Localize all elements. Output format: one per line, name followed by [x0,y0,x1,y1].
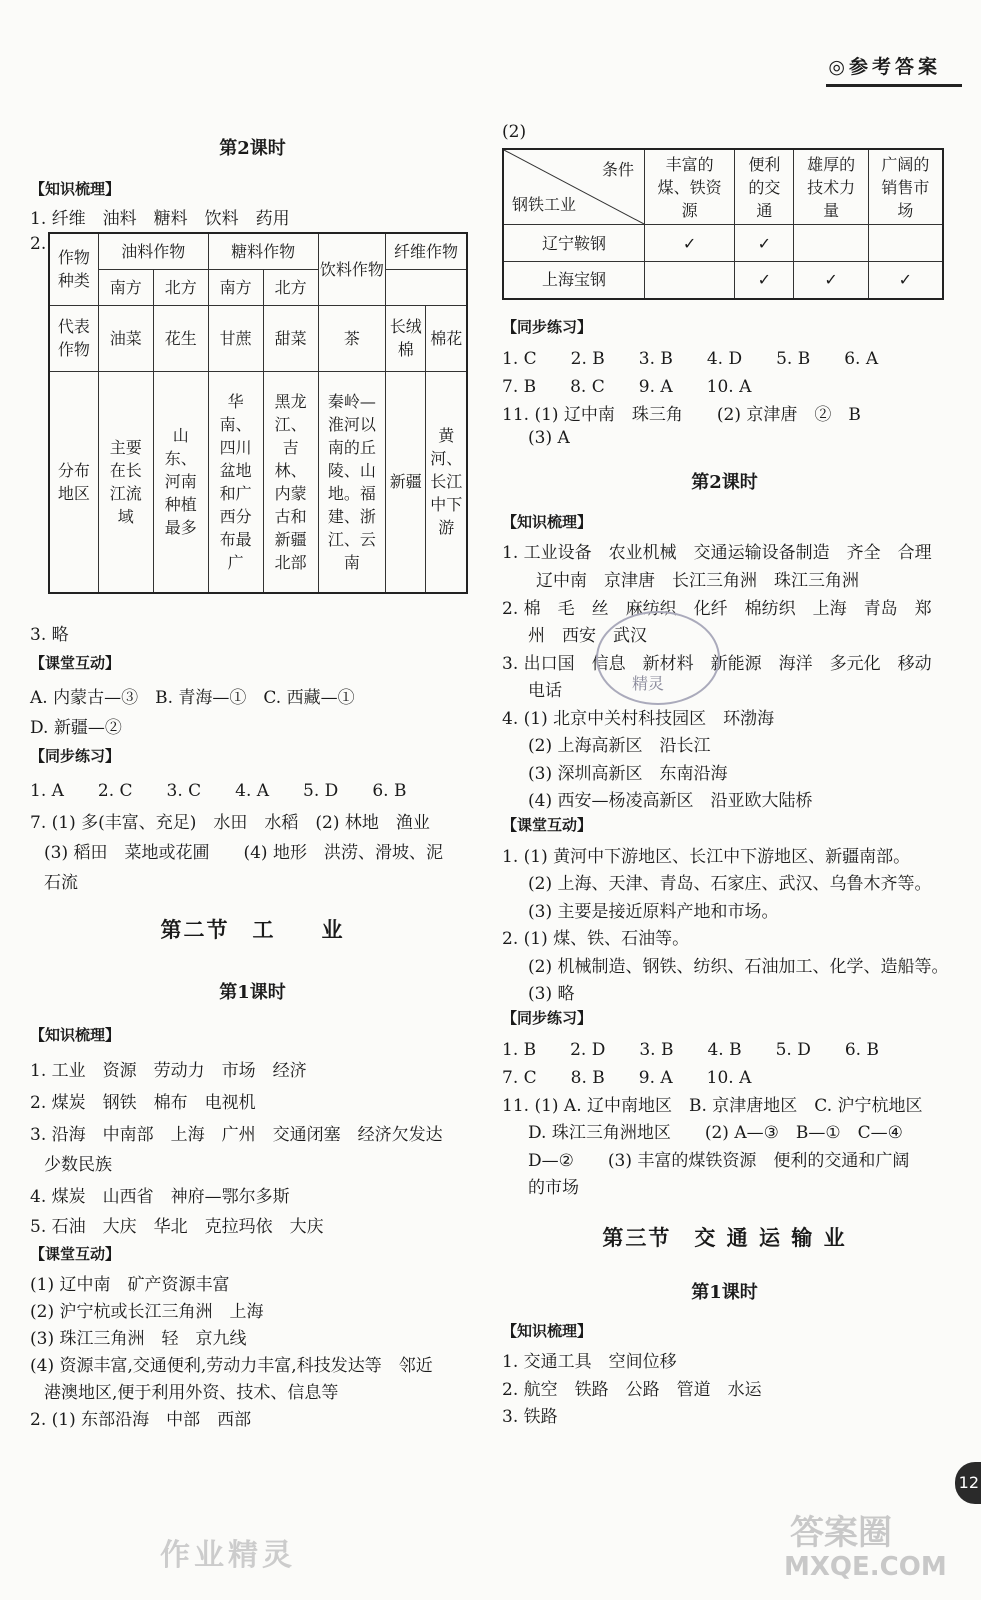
answer-line: A. 内蒙古—③ B. 青海—① C. 西藏—① [30,688,355,708]
header-drink-crops: 饮料作物 [318,233,385,305]
answer-line: (4) 资源丰富,交通便利,劳动力丰富,科技发达等 邻近 [30,1356,433,1376]
check-cell: ✓ [794,262,868,299]
table-cell: 甜菜 [263,305,318,371]
answer-line: (3) A [528,428,570,448]
answer-line: 3. 略 [30,625,69,645]
table-cell: 花生 [153,305,208,371]
answer-line: 1. B 2. D 3. B 4. B 5. D 6. B [502,1040,879,1060]
stamp-text: 精灵 [632,674,665,693]
answer-line: 4. 煤炭 山西省 神府—鄂尔多斯 [30,1187,290,1207]
table-cell: 茶 [318,305,385,371]
header-rule [826,84,962,87]
site-watermark-url: MXQE.COM [784,1552,947,1582]
lesson-title: 第2课时 [219,138,286,159]
check-cell [794,225,868,262]
answer-line: (2) 机械制造、钢铁、纺织、石油加工、化学、造船等。 [528,957,949,977]
answer-line: 3. 出口国 信息 新材料 新能源 海洋 多元化 移动 [502,654,932,674]
answer-line: 的市场 [528,1178,579,1198]
answer-line: 辽中南 京津唐 长江三角洲 珠江三角洲 [536,571,859,591]
row-header: 上海宝钢 [503,262,645,299]
section-label: 【知识梳理】 [30,180,121,198]
check-cell: ✓ [645,225,735,262]
answer-line: 7. B 8. C 9. A 10. A [502,377,752,397]
answer-line: 2. (1) 东部沿海 中部 西部 [30,1410,252,1430]
section-label: 【知识梳理】 [502,1322,593,1340]
diagonal-header-cell [503,149,645,225]
answer-line: 4. (1) 北京中关村科技园区 环渤海 [502,709,775,729]
header-north: 北方 [153,269,208,305]
answer-line: 2. 煤炭 钢铁 棉布 电视机 [30,1093,256,1113]
section-label: 【知识梳理】 [30,1026,121,1044]
answer-line: 州 西安 武汉 [528,626,647,646]
row-header: 辽宁鞍钢 [503,225,645,262]
section-label: 【同步练习】 [502,1009,593,1027]
section-label: 【同步练习】 [502,318,593,336]
column-header: 便利的交通 [735,149,794,225]
page-header-title: ◎参考答案 [828,56,941,78]
answer-line: (3) 深圳高新区 东南沿海 [528,764,728,784]
answer-line: D. 珠江三角洲地区 (2) A—③ B—① C—④ [528,1123,903,1143]
column-header: 丰富的煤、铁资源 [645,149,735,225]
answer-line: 11. (1) A. 辽中南地区 B. 京津唐地区 C. 沪宁杭地区 [502,1096,923,1116]
table-cell: 山东、河南种植最多 [153,371,208,593]
check-cell [868,225,943,262]
check-cell: ✓ [868,262,943,299]
section-label: 【知识梳理】 [502,513,593,531]
answer-line: (3) 主要是接近原料产地和市场。 [528,902,779,922]
lesson-title: 第2课时 [691,472,758,493]
section-label: 【同步练习】 [30,747,121,765]
answer-line: 2. 航空 铁路 公路 管道 水运 [502,1380,762,1400]
header-representative: 代表作物 [49,305,98,371]
column-header: 广阔的销售市场 [868,149,943,225]
stamp-seal [596,611,720,705]
answer-line: 7. C 8. B 9. A 10. A [502,1068,752,1088]
answer-line: 1. 纤维 油料 糖料 饮料 药用 [30,209,290,229]
site-watermark: 答案圈 [790,1513,892,1553]
diag-bottom-label: 钢铁工业 [512,195,577,214]
answer-line: D. 新疆—② [30,718,122,738]
section-label: 【课堂互动】 [30,654,121,672]
answer-line: 2. 棉 毛 丝 麻纺织 化纤 棉纺织 上海 青岛 郑 [502,599,932,619]
steel-table [502,148,944,300]
table-cell: 秦岭—淮河以南的丘陵、山地。福建、浙江、云南 [318,371,385,593]
table-cell: 长绒棉 [386,305,426,371]
answer-line: D—② (3) 丰富的煤铁资源 便利的交通和广阔 [528,1151,910,1171]
table-cell: 油菜 [98,305,153,371]
answer-line: (3) 略 [528,984,575,1004]
section-title: 第二节 工 业 [160,917,345,942]
answer-label: (2) [502,122,527,142]
answer-line: (3) 稻田 菜地或花圃 (4) 地形 洪涝、滑坡、泥 [44,843,443,863]
answer-line: 3. 铁路 [502,1407,558,1427]
header-sugar-crops: 糖料作物 [208,233,318,269]
crop-table [48,232,468,594]
header-south: 南方 [98,269,153,305]
header-fiber-crops: 纤维作物 [386,233,467,269]
answer-line: 1. 工业 资源 劳动力 市场 经济 [30,1061,307,1081]
lesson-title: 第1课时 [219,982,286,1003]
section-label: 【课堂互动】 [502,816,593,834]
answer-line: (2) 上海高新区 沿长江 [528,736,711,756]
answer-line: (4) 西安—杨凌高新区 沿亚欧大陆桥 [528,791,813,811]
table-cell: 棉花 [426,305,467,371]
table-cell: 新疆 [386,371,426,593]
answer-line: 少数民族 [44,1155,112,1175]
answer-line: 2. (1) 煤、铁、石油等。 [502,929,690,949]
answer-line: 电话 [528,681,562,701]
answer-line: (1) 辽中南 矿产资源丰富 [30,1275,230,1295]
answer-line: 1. A 2. C 3. C 4. A 5. D 6. B [30,781,407,801]
header-distribution: 分布地区 [49,371,98,593]
table-cell: 黄河、长江中下游 [426,371,467,593]
answer-line: 1. (1) 黄河中下游地区、长江中下游地区、新疆南部。 [502,847,911,867]
table-cell: 甘蔗 [208,305,263,371]
answer-label: 2. [30,234,47,254]
header-crop-kind: 作物种类 [49,233,98,305]
lesson-title: 第1课时 [691,1282,758,1303]
watermark-text: 作业精灵 [160,1538,296,1573]
section-title: 第三节 交 通 运 输 业 [602,1225,847,1250]
table-cell: 黑龙江、吉林、内蒙古和新疆北部 [263,371,318,593]
table-cell: 华南、四川盆地和广西分布最广 [208,371,263,593]
answer-line: 7. (1) 多(丰富、充足) 水田 水稻 (2) 林地 渔业 [30,813,430,833]
section-label: 【课堂互动】 [30,1245,121,1263]
answer-line: 1. C 2. B 3. B 4. D 5. B 6. A [502,349,879,369]
check-cell: ✓ [735,262,794,299]
header-north: 北方 [263,269,318,305]
answer-line: (2) 上海、天津、青岛、石家庄、武汉、乌鲁木齐等。 [528,874,932,894]
answer-line: 1. 交通工具 空间位移 [502,1352,677,1372]
header-south: 南方 [208,269,263,305]
header-oil-crops: 油料作物 [98,233,208,269]
check-cell: ✓ [735,225,794,262]
page-number: 12 [955,1462,981,1504]
table-cell: 主要在长江流域 [98,371,153,593]
answer-line: 港澳地区,便于利用外资、技术、信息等 [44,1383,339,1403]
diag-top-label: 条件 [601,160,634,179]
answer-line: 11. (1) 辽中南 珠三角 (2) 京津唐 ② B [502,405,861,425]
answer-line: 5. 石油 大庆 华北 克拉玛依 大庆 [30,1217,324,1237]
column-header: 雄厚的技术力量 [794,149,868,225]
check-cell [645,262,735,299]
answer-line: 1. 工业设备 农业机械 交通运输设备制造 齐全 合理 [502,543,932,563]
answer-line: 石流 [44,873,78,893]
answer-line: (2) 沪宁杭或长江三角洲 上海 [30,1302,264,1322]
answer-line: 3. 沿海 中南部 上海 广州 交通闭塞 经济欠发达 [30,1125,443,1145]
answer-line: (3) 珠江三角洲 轻 京九线 [30,1329,247,1349]
